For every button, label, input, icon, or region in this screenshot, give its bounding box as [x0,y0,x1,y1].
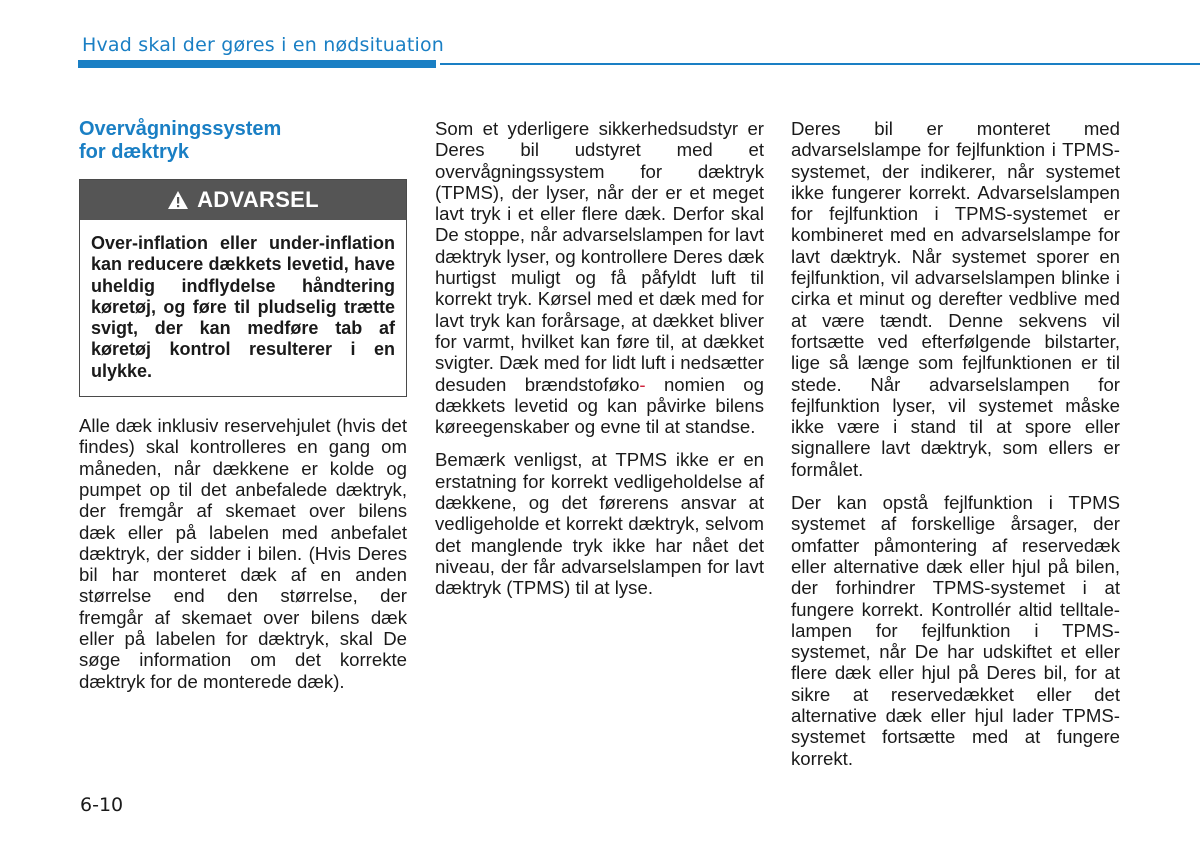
column-middle [435,118,764,611]
column1-paragraph: Alle dæk inklusiv reservehjulet (hvis det findes) skal kontrolleres en gang om måneden, når dækkene er kolde og pumpet op til det anbefalede dæktryk, der fremgår af skemaet over bilens dæk eller på labelen med anbefalet dæktryk, der sidder i bilen. (Hvis Deres bil har monteret dæk af en anden størrelse end den størrelse, der fremgår af skemaet over bilens dæk eller på labelen for dæktryk, skal De søge information om det korrekte dæktryk for de monterede dæk). [79,415,407,692]
section-title [79,118,407,164]
header-rule-thick [78,60,436,68]
page-number: 6-10 [80,794,124,816]
warning-label: ADVARSEL [197,187,319,213]
warning-text: Over-inflation eller under-inflation kan reducere dækkets levetid, have uheldig indflydelse håndtering køretøj, og føre til pludselig trætte svigt, der kan medføre tab af køretøj kontrol resulterer i en ulykke. [91,233,395,381]
column2-paragraph1 [435,118,764,437]
column-left [79,118,407,704]
column3-paragraph1: Deres bil er monteret med advarselslampe for fejlfunktion i TPMS-systemet, der indikerer, når systemet ikke fungerer korrekt. Advarselslampen for fejlfunktion i TPMS-systemet er kombineret med en advarselslampe for lavt dæktryk. Når systemet sporer en fejlfunktion, vil advarselslampen blinke i cirka et minut og derefter vedblive med at være tændt. Denne sekvens vil fortsætte ved efterfølgende bilstarter, lige så længe som fejlfunktionen er til stede. Når advarselslampen for fejlfunktion lyser, vil systemet måske ikke være i stand til at spore eller signallere lavt dæktryk, som ellers er formålet. [791,118,1120,480]
warning-box [79,179,407,397]
warning-triangle-icon [167,190,189,210]
chapter-header-title: Hvad skal der gøres i en nødsituation [82,34,445,56]
warning-header [80,180,406,220]
column2-paragraph1-part1: Som et yderligere sikkerhedsudstyr er Deres bil udstyret med et overvågningssystem for dæktryk (TPMS), der lyser, når der er et meget lavt tryk i et eller flere dæk. Derfor skal De stoppe, når advarselslampen for lavt dæktryk lyser, og kontrollere Deres dæk hurtigst muligt og få påfyldt luft til korrekt tryk. Kørsel med et dæk med for lavt tryk kan forårsage, at dækket bliver for varmt, hvilket kan føre til, at dækket svigter. Dæk med for lidt luft i nedsætter desuden brændstoføko [435,118,764,395]
header-rule-thin [440,63,1200,65]
section-title-line1: Overvågningssystem [79,118,282,140]
column2-paragraph1-part2: nomien og dækkets levetid og kan påvirke bilens køreegenskaber og evne til at standse. [435,373,764,438]
column2-paragraph2: Bemærk venligst, at TPMS ikke er en erstatning for korrekt vedligeholdelse af dækkene, og det førerens ansvar at vedligeholde et korrekt dæktryk, selvom det manglende tryk ikke har nået det niveau, der får advarselslampen for lavt dæktryk (TPMS) til at lyse. [435,449,764,599]
hyphen-mark: - [639,373,646,395]
column3-paragraph2: Der kan opstå fejlfunktion i TPMS systemet af forskellige årsager, der omfatter påmontering af reservedæk eller alternative dæk eller hjul på bilen, der forhindrer TPMS-systemet i at fungere korrekt. Kontrollér altid telltale-lampen for fejlfunktion i TPMS-systemet, når De har udskiftet et eller flere dæk eller hjul på Deres bil, for at sikre at reservedækket eller det alternative dæk eller hjul lader TPMS-systemet fortsætte med at fungere korrekt. [791,492,1120,769]
column-right [791,118,1120,781]
section-title-line2: for dæktryk [79,141,190,163]
